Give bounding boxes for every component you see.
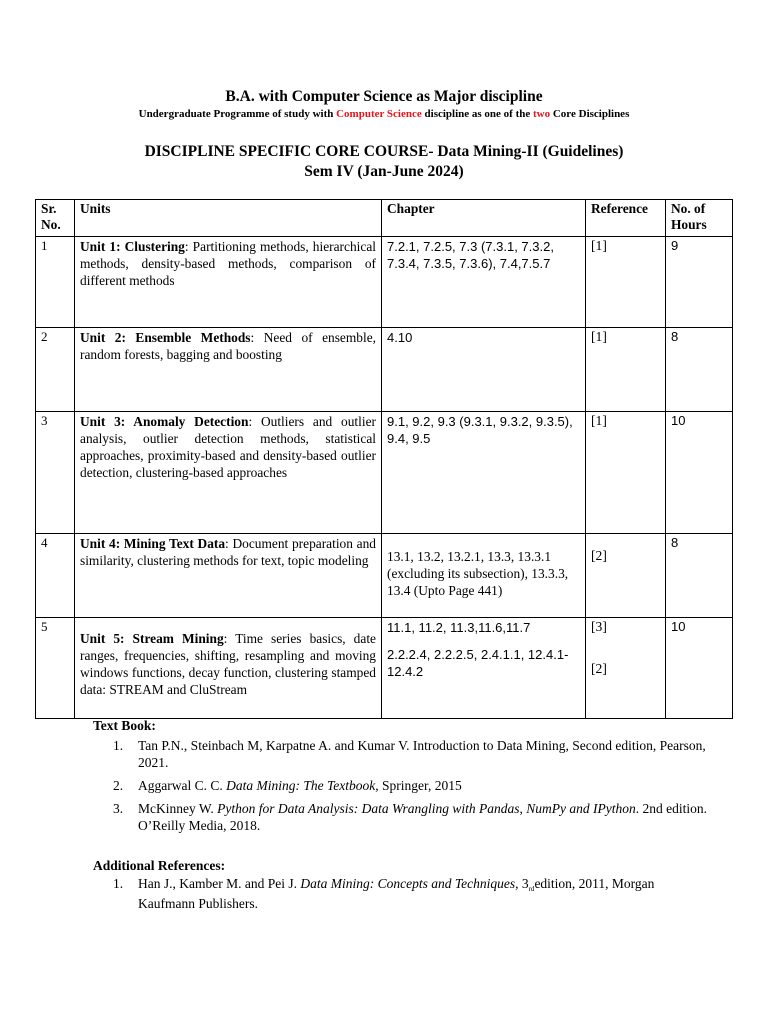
unit-description: : Need of ensemble, random forests, bagging and boosting: [80, 330, 376, 362]
sr-no: 2: [36, 328, 75, 412]
unit-description: : Outliers and outlier analysis, outlier detection methods, statistical approaches, proximity-based and density-based outlier detection, clustering-based approaches: [80, 414, 376, 480]
unit-description: : Document preparation and similarity, clustering methods for text, topic modeling: [80, 536, 376, 568]
chapter-line-2: 2.2.2.4, 2.2.2.5, 2.4.1.1, 12.4.1-12.4.2: [387, 647, 569, 679]
units-table: [35, 199, 733, 719]
list-item: [93, 875, 713, 912]
ref-text: McKinney W.: [138, 801, 218, 816]
unit-cell: [75, 328, 382, 412]
textbook-section: [93, 718, 713, 840]
additional-references-section: [93, 858, 713, 918]
list-number: 3.: [113, 801, 124, 816]
table-row: [36, 328, 733, 412]
sr-no: 5: [36, 618, 75, 719]
unit-cell: [75, 237, 382, 328]
unit-description: : Time series basics, date ranges, frequencies, shifting, resampling and moving windows functions, decay function, clustering stamped data: STREAM and CluStream: [80, 631, 376, 697]
table-row: [36, 412, 733, 534]
subtitle-highlight-two: two: [533, 108, 551, 120]
unit-cell: [75, 534, 382, 618]
ref-text: Han J., Kamber M. and Pei J.: [138, 876, 301, 891]
table-row: [36, 534, 733, 618]
chapter-cell: [382, 618, 586, 719]
course-title: DISCIPLINE SPECIFIC CORE COURSE- Data Mining-II (Guidelines): [144, 143, 624, 160]
unit-label: Unit 2: Ensemble Methods: [80, 330, 251, 345]
ref-sep: ,: [519, 801, 527, 816]
chapter-line-1: 11.1, 11.2, 11.3,11.6,11.7: [387, 620, 531, 635]
ref-text-end: , Springer, 2015: [375, 778, 462, 793]
ref-title: Data Mining: Concepts and Techniques: [300, 876, 516, 891]
ref-text: Aggarwal C. C.: [138, 778, 227, 793]
reference-cell: [1]: [586, 237, 666, 328]
additional-heading: Additional References:: [93, 858, 226, 873]
sr-no: 4: [36, 534, 75, 618]
subtitle-prefix: Undergraduate Programme of study with: [138, 108, 337, 120]
ref-title: Data Mining: The Textbook: [226, 778, 376, 793]
page-subtitle: [0, 108, 768, 120]
hours-cell: 10: [666, 618, 733, 719]
col-header-sr: Sr. No.: [36, 200, 75, 237]
reference-line-1: [3]: [591, 619, 607, 634]
col-header-reference: Reference: [586, 200, 666, 237]
list-number: 2.: [113, 778, 124, 793]
list-item: [93, 800, 713, 834]
unit-label: Unit 5: Stream Mining: [80, 631, 224, 646]
ref-text-end: . 2nd edition. O’Reilly Media, 2018.: [138, 801, 707, 833]
chapter-cell: 13.1, 13.2, 13.2.1, 13.3, 13.3.1 (excluding its subsection), 13.3.3, 13.4 (Upto Page 441): [382, 534, 586, 618]
ref-superscript: rd: [528, 885, 535, 893]
subtitle-suffix: Core Disciplines: [550, 108, 630, 120]
reference-cell: [1]: [586, 412, 666, 534]
reference-cell: [1]: [586, 328, 666, 412]
col-header-hours: No. of Hours: [666, 200, 733, 237]
unit-label: Unit 1: Clustering: [80, 239, 185, 254]
unit-description: : Partitioning methods, hierarchical methods, density-based methods, comparison of different methods: [80, 239, 376, 288]
ref-title: Python for Data Analysis: Data Wrangling with Pandas: [217, 801, 520, 816]
col-header-units: Units: [75, 200, 382, 237]
table-row: [36, 237, 733, 328]
semester-title: Sem IV (Jan-June 2024): [304, 163, 464, 180]
unit-cell: [75, 618, 382, 719]
table-row: [36, 618, 733, 719]
list-item: [93, 737, 713, 771]
hours-cell: 8: [666, 534, 733, 618]
ref-title-2: NumPy and IPython: [526, 801, 636, 816]
subtitle-highlight-cs: Computer Science: [336, 108, 422, 120]
ref-text-end: edition, 2011, Morgan Kaufmann Publishers.: [138, 876, 655, 911]
list-number: 1.: [113, 738, 124, 753]
chapter-cell: 9.1, 9.2, 9.3 (9.3.1, 9.3.2, 9.3.5), 9.4, 9.5: [382, 412, 586, 534]
chapter-cell: 4.10: [382, 328, 586, 412]
hours-cell: 8: [666, 328, 733, 412]
list-item: [93, 777, 713, 794]
hours-cell: 9: [666, 237, 733, 328]
subtitle-middle: discipline as one of the: [421, 108, 533, 120]
sr-no: 3: [36, 412, 75, 534]
unit-cell: [75, 412, 382, 534]
textbook-heading: Text Book:: [93, 718, 156, 733]
ref-sep: , 3: [515, 876, 529, 891]
list-number: 1.: [113, 876, 124, 891]
chapter-cell: 7.2.1, 7.2.5, 7.3 (7.3.1, 7.3.2, 7.3.4, 7.3.5, 7.3.6), 7.4,7.5.7: [382, 237, 586, 328]
ref-text: Tan P.N., Steinbach M, Karpatne A. and Kumar V. Introduction to Data Mining, Second edition, Pearson, 2021.: [138, 738, 706, 770]
hours-cell: 10: [666, 412, 733, 534]
page-title: B.A. with Computer Science as Major discipline: [225, 88, 543, 105]
unit-label: Unit 4: Mining Text Data: [80, 536, 226, 551]
col-header-chapter: Chapter: [382, 200, 586, 237]
reference-cell: [2]: [586, 534, 666, 618]
reference-cell: [586, 618, 666, 719]
sr-no: 1: [36, 237, 75, 328]
unit-label: Unit 3: Anomaly Detection: [80, 414, 249, 429]
table-header-row: [36, 200, 733, 237]
reference-line-2: [2]: [591, 661, 607, 676]
